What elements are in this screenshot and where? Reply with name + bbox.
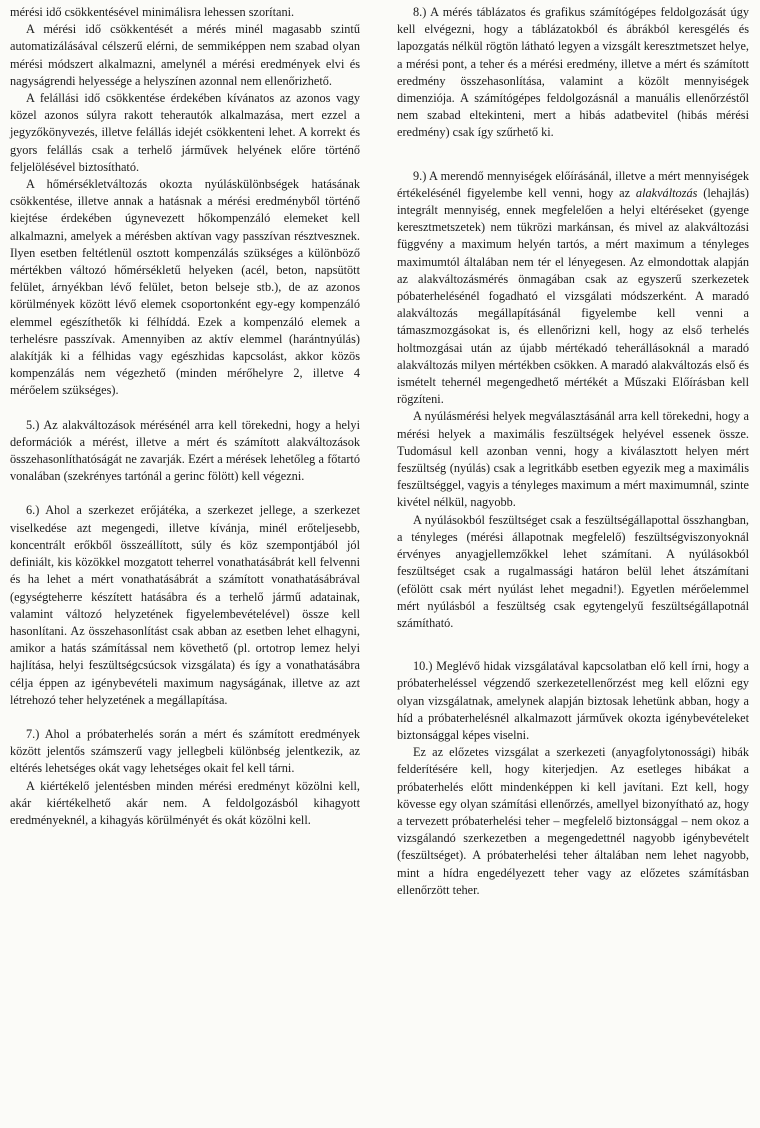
paragraph: A nyúlásokból feszültséget csak a feszültségállapottal összhangban, a tényleges (mérési állapotnak megfelelő) feszültségviszonyoknál érvényes anyagjellemzőkkel lehet számítani. A nyúlásokból feszültséget csak a rugalmassági határon belül lehet átszámítani (efölött csak mért nyúlást lehet megadni!). Egyetlen mérőelemmel mért nyúlásból a feszültség csak egytengelyű feszültségállapotnál számítható.	[397, 512, 749, 630]
paragraph: mérési idő csökkentésével minimálisra lehessen szorítani.	[10, 5, 295, 19]
paragraph: Ez az előzetes vizsgálat a szerkezeti (anyagfolytonossági) hibák felderítésére kell, hogy kiterjedjen. Az esetleges hibákat a próbaterhelés előtt mindenképpen ki kell javítani. Ezt kell, hogy kövesse egy olyan számítási ellenőrzés, amellyel bizonyítható az, hogy a tervezett próbaterhelési teher – megfelelő biztonsággal – nem okoz a vizsgálandó szerkezetben a megengedettnél nagyobb igénybevételt (feszültséget). A próbaterhelési teher általában nem lehet nagyobb, mint a hídra engedélyezett teher vagy az előzetes számításban ellenőrzött teher.	[397, 745, 749, 897]
section-8-paragraph: 8.) A mérés táblázatos és grafikus számítógépes feldolgozását úgy kell elvégezni, hogy a táblázatokból és ábrákból keresgélés és lapozgatás nélkül rögtön látható legyen a vizsgált keresztmetszet helye, a mérési pont, a teher és a mérési eredmény, illetve a mért és számított eredmény összehasonlítása, valamint a közölt mennyiségek dimenziója. A számítógépes feldolgozásnál a manuális ellenőrzéstől nem szabad eltekinteni, mert a hibás adatbevitel (hibás mérési eredmény) csak így szűrhető ki.	[397, 5, 749, 140]
right-column	[397, 4, 749, 899]
emphasized-term: alakváltozás	[635, 185, 698, 200]
paragraph: A kiértékelő jelentésben minden mérési eredményt közölni kell, akár kiértékelhető akár nem. A feldolgozásból kihagyott eredményeknél, a kihagyás körülményét és okát közölni kell.	[10, 778, 360, 827]
paragraph: A hőmérsékletváltozás okozta nyúláskülönbségek hatásának csökkentése, illetve annak a hatásnak a mérési eredményből történő kiejtése érdekében úgynevezett hőkompenzáló elemeket kell alkalmazni, amelyek a mérésben aktívan vagy passzívan résztvesznek. Ilyen esetben feltétlenül osztott kompenzálás szükséges a különböző mértékben változó hőmérsékletű helyeken (acél, beton, napsütött felület, árnyékban lévő felület, beton belseje stb.), de az azonos körülmények között lévő elemek csoportonként egy-egy kompenzáló elemmel egészíthetők ki félhíddá. Ezek a kompenzáló elemek a terhelésre passzívak. Amennyiben az aktív elemmel (harántnyúlás) alakítják ki a félhidas vagy egészhidas kapcsolást, akkor közös kompenzálás nem végezhető (minden mérőhelyre 2, illetve 4 mérőelem szükséges).	[10, 177, 360, 398]
section-6-paragraph: 6.) Ahol a szerkezet erőjátéka, a szerkezet jellege, a szerkezet viselkedése azt megengedi, illetve kívánja, minél erőteljesebb, koncentrált erőkből összeállított, súly és köz szempontjából jól definiált, kis közökkel mozgatott teherrel vonathatásábrát kell felvenni és ha lehet a mért vonathatásábrát a számított vonathatásábrával (egységteherre készített hatásábra és a terhelő jármű adatainak, valamint változó helyzetének figyelembevételével) össze kell hasonlítani. Az összehasonlítást csak abban az esetben lehet elhagyni, amikor a hatás számítással nem követhető (pl. ortotrop lemez helyi hajlítása, helyi feszültségcsúcsok vizsgálata) és így a vonathatásábra célja éppen az igénybevételi maximum nagyságának, illetve az azt létrehozó teher helyzetének a megállapítása.	[10, 503, 360, 707]
paragraph: A nyúlásmérési helyek megválasztásánál arra kell törekedni, hogy a mérési helyek a maximális feszültségek helyével essenek össze. Tudomásul kell azonban venni, hogy a kiválasztott helyen mért feszültség (nyúlás) csak a legritkább esetben egyezik meg a maximális feszültséggel, vagyis a tényleges maximum a mért maximumnál, szinte kivétel nélkül, nagyobb.	[397, 409, 749, 510]
section-7-paragraph: 7.) Ahol a próbaterhelés során a mért és számított eredmények között jelentős számszerű vagy jellegbeli különbség jelentkezik, az eltérés lehetséges okát vagy lehetséges okait fel kell tárni.	[10, 726, 360, 776]
paragraph: A mérési idő csökkentését a mérés minél magasabb szintű automatizálásával célszerű elérni, de semmiképpen nem szabad olyan mérési módszert alkalmazni, amelynél a mérési eredmények elvi és nagyságrendi helyessége a helyszínen azonnal nem ellenőrizhető.	[10, 22, 360, 88]
section-9-paragraph	[397, 168, 749, 409]
text-run: 9.) A merendő mennyiségek előírásánál, illetve a mért mennyiségek értékelésénél figyelembe kell venni, hogy az	[397, 168, 749, 200]
left-column	[10, 4, 360, 829]
paragraph: A felállási idő csökkentése érdekében kívánatos az azonos vagy közel azonos súlyra rakott teherautók alkalmazása, mert ezzel a jegyzőkönyvezés, illetve felállás idejét csökkenteni lehet. A korrekt és gyors felállás csak a terhelő járművek helyének előre történő feljelölésével biztosítható.	[10, 91, 360, 174]
text-run: (lehajlás) integrált mennyiség, ennek megfelelően a helyi eltéréseket (gyenge keresztmetszetek) nem tükrözi markánsan, és mivel az alakváltozási függvény a maximum helyén tartós, a mért maximum a tényleges maximumtól általában nem tér el lényegesen. Az elmondottak alapján az alakváltozásmérés önmagában csak az egyszerű szerkezetek póbaterhelésénél fogadható el vizsgálati módszerként. A maradó alakváltozás megállapításánál figyelembe kell venni a támaszmozgásokat is, és ellenőrizni kell, hogy az első terhelés holtmozgásai után az újabb mértékadó teherállásoknál a maradó alakváltozás milyen mértékben csökken. A maradó alakváltozás első és ismételt tehernél megengedhető mértékét a Műszaki Előírásban kell rögzíteni.	[397, 185, 749, 407]
section-10-paragraph: 10.) Meglévő hidak vizsgálatával kapcsolatban elő kell írni, hogy a próbaterheléssel végzendő szerkezetellenőrzést meg kell előzni egy olyan vizsgálatnak, amelynek alapján biztosak lehetünk abban, hogy a híd a próbaterhelésnél alkalmazott járművek okozta igénybevételeket biztonsággal képes viselni.	[397, 659, 749, 742]
section-5-paragraph: 5.) Az alakváltozások mérésénél arra kell törekedni, hogy a helyi deformációk a mérést, illetve a mért és számított alakváltozások összehasonlíthatóságát ne zavarják. Ezért a mérések lehetőleg a főtartó vonalában (szekrényes tartónál a gerinc fölött) kell végezni.	[10, 417, 360, 484]
